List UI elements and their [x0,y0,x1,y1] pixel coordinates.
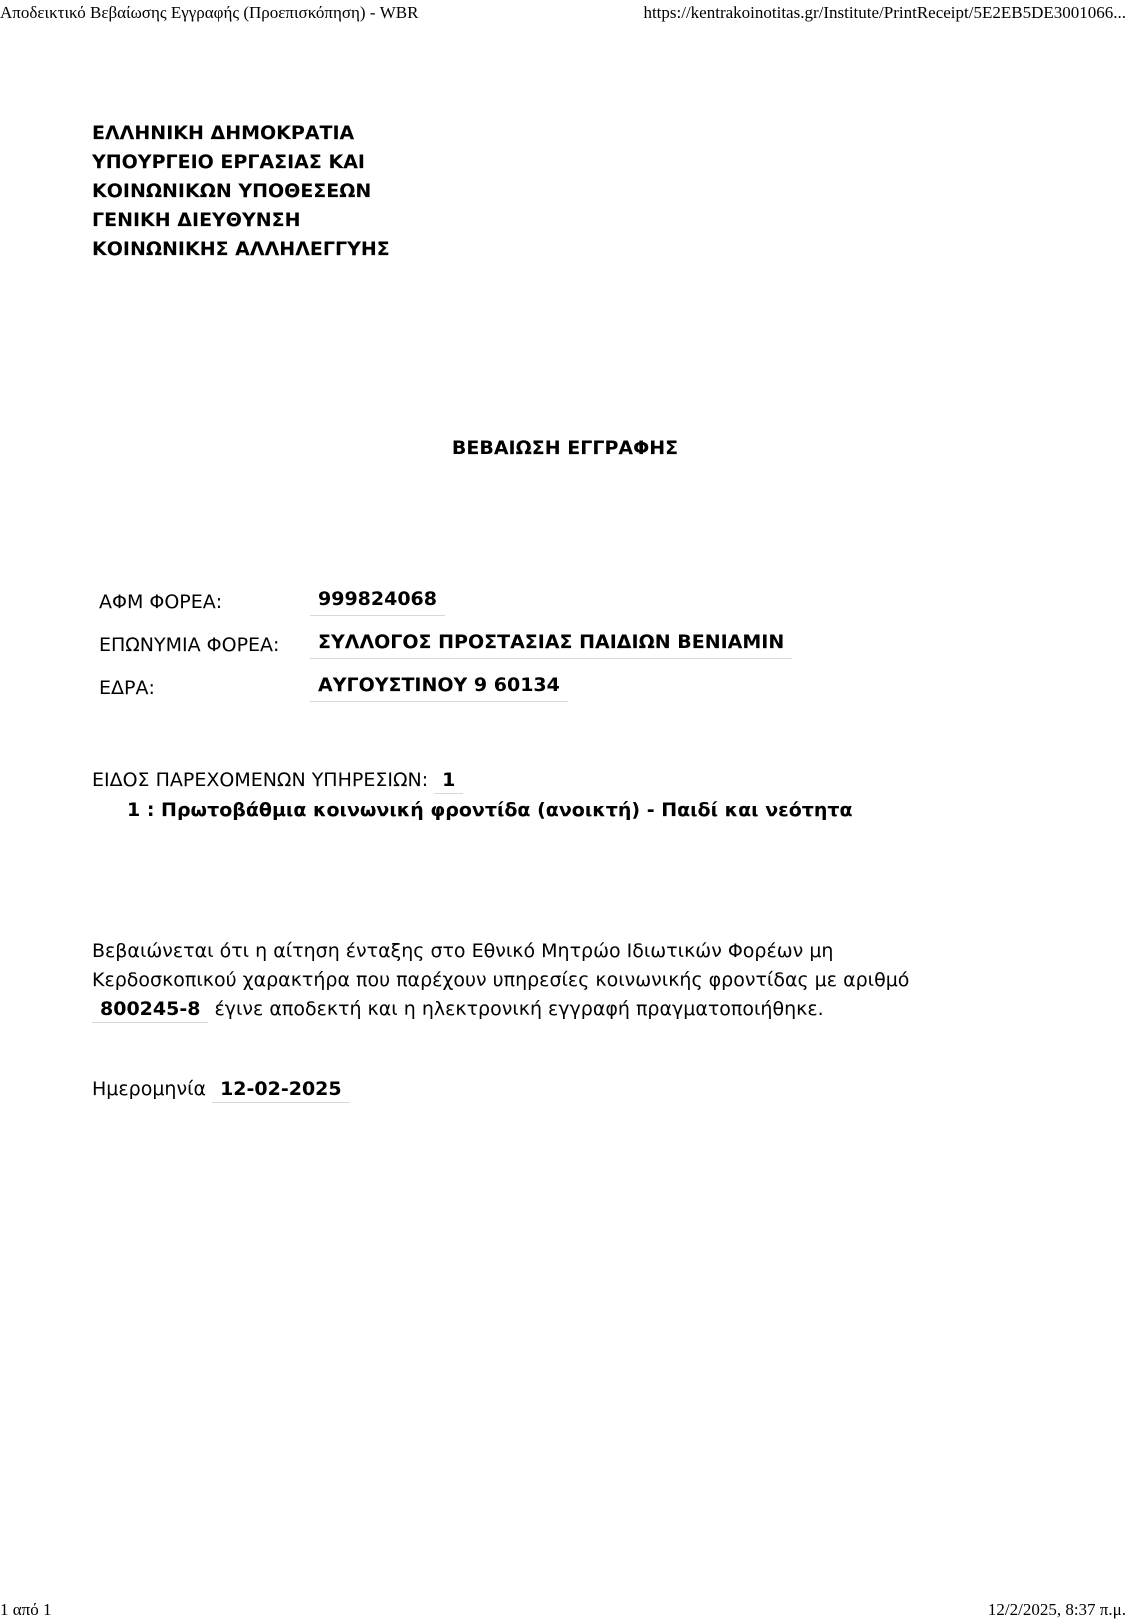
ministry-line: ΥΠΟΥΡΓΕΙΟ ΕΡΓΑΣΙΑΣ ΚΑΙ [92,151,365,173]
services-section [92,765,853,825]
table-row [93,666,798,709]
ministry-line: ΚΟΙΝΩΝΙΚΩΝ ΥΠΟΘΕΣΕΩΝ [92,180,372,202]
statement-line-1: Βεβαιώνεται ότι η αίτηση ένταξης στο Εθνικό Μητρώο Ιδιωτικών Φορέων μη [92,940,834,962]
print-header-title: Αποδεικτικό Βεβαίωσης Εγγραφής (Προεπισκόπηση) - WBR [0,3,419,22]
date-label: Ημερομηνία [92,1078,207,1100]
ministry-heading [92,119,390,264]
seat-cell [304,666,798,709]
ministry-line: ΕΛΛΗΝΙΚΗ ΔΗΜΟΚΡΑΤΙΑ [92,122,355,144]
ministry-line: ΚΟΙΝΩΝΙΚΗΣ ΑΛΛΗΛΕΓΓΥΗΣ [92,238,390,260]
table-row [93,580,798,623]
document-title-text: ΒΕΒΑΙΩΣΗ ΕΓΓΡΑΦΗΣ [451,437,679,459]
page-number: 1 από 1 [0,1600,52,1619]
date-line [92,1075,350,1104]
document-title [0,436,1130,460]
seat-value: ΑΥΓΟΥΣΤΙΝΟΥ 9 60134 [310,674,568,702]
services-label: ΕΙΔΟΣ ΠΑΡΕΧΟΜΕΝΩΝ ΥΠΗΡΕΣΙΩΝ: [92,769,429,791]
name-value: ΣΥΛΛΟΓΟΣ ΠΡΟΣΤΑΣΙΑΣ ΠΑΙΔΙΩΝ ΒΕΝΙΑΜΙΝ [310,631,792,659]
date-value: 12-02-2025 [212,1077,350,1103]
print-timestamp: 12/2/2025, 8:37 π.μ. [987,1600,1126,1619]
statement-line-3 [92,995,1072,1024]
name-cell [304,623,798,666]
services-line [92,765,853,795]
statement-paragraph [92,937,1072,1024]
ministry-line: ΓΕΝΙΚΗ ΔΙΕΥΘΥΝΣΗ [92,209,301,231]
print-header-url: https://kentrakoinotitas.gr/Institute/PrintReceipt/5E2EB5DE3001066... [643,3,1126,22]
name-label: ΕΠΩΝΥΜΙΑ ΦΟΡΕΑ: [99,633,280,656]
seat-label: ΕΔΡΑ: [99,676,155,699]
statement-text-after: έγινε αποδεκτή και η ηλεκτρονική εγγραφή πραγματοποιήθηκε. [214,998,824,1020]
afm-label: ΑΦΜ ΦΟΡΕΑ: [99,590,223,613]
table-row [93,623,798,666]
registry-number: 800245-8 [92,997,208,1023]
services-count: 1 [434,767,463,794]
statement-line-2: Κερδοσκοπικού χαρακτήρα που παρέχουν υπηρεσίες κοινωνικής φροντίδας με αριθμό [92,969,910,991]
afm-cell [304,580,798,623]
afm-value: 999824068 [310,588,445,616]
organization-info-table [93,580,798,709]
service-item: 1 : Πρωτοβάθμια κοινωνική φροντίδα (ανοικτή) - Παιδί και νεότητα [127,799,853,821]
